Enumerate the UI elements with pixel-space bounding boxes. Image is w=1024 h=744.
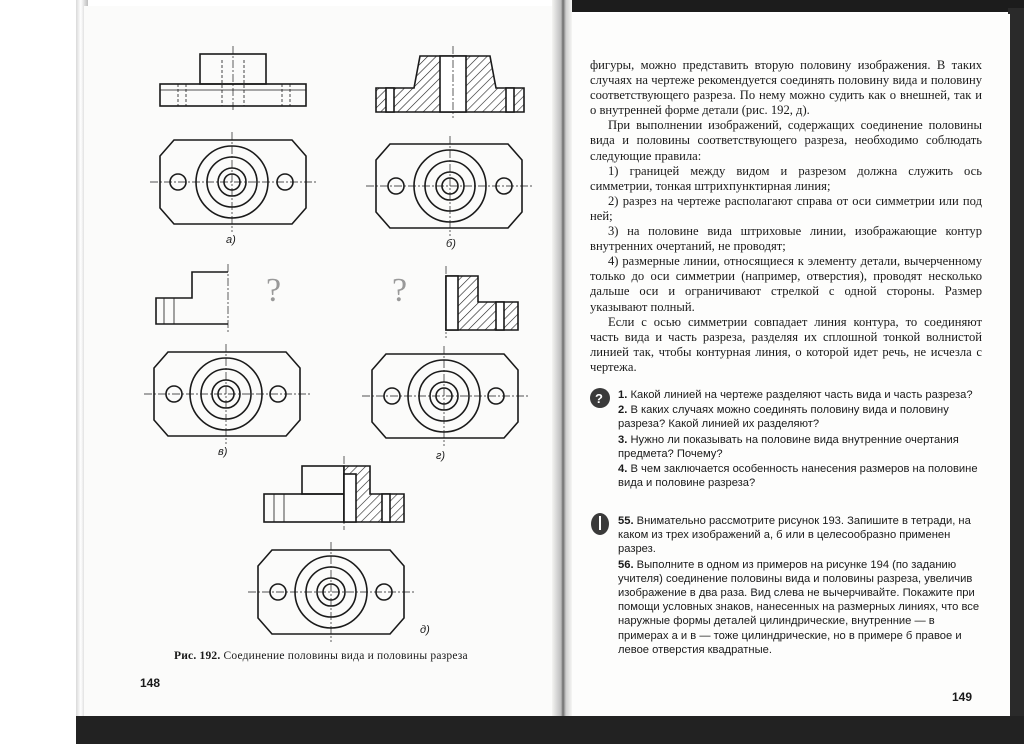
tasks-list — [618, 514, 980, 658]
figure-v-front-view — [156, 264, 228, 332]
page-number-right: 149 — [952, 690, 973, 704]
question-text: Нужно ли показывать на половине вида внутренние очертания предмета? Почему? — [618, 433, 959, 460]
task-number: 55. — [618, 515, 634, 527]
rule-item: 1) границей между видом и разрезом должна служить ось симметрии, тонкая штрихпунктирная линия; — [590, 163, 982, 193]
figure-label-a: а) — [226, 234, 236, 246]
question-item — [618, 388, 980, 402]
task-icon — [591, 513, 609, 535]
caption-text: Соединение половины вида и половины разреза — [223, 650, 468, 662]
svg-text:?: ? — [595, 391, 603, 406]
figure-label-d: д) — [420, 624, 430, 636]
body-text — [590, 58, 982, 375]
question-text: В чем заключается особенность нанесения размеров на половине вида и половине разреза? — [618, 463, 978, 490]
question-number: 4. — [618, 463, 628, 476]
figure-a-front-view — [160, 46, 306, 112]
question-item — [618, 433, 980, 461]
figure-g-top-view — [362, 346, 528, 446]
task-text: Выполните в одном из примеров на рисунке 194 (по заданию учителя) соединение половины вида и половины разреза, увеличив изображение в два раза. Вид слева не вычерчивайте. Покажите при помощи условных знаков, нанесенных на размерных линиях, что все наружные формы деталей цилиндрические, внутренние — в примерах а и в — тоже цилиндрические, но в примере б правое и левое отверстия квадратные. — [618, 558, 980, 656]
figure-d-front-view — [264, 456, 404, 530]
paragraph: фигуры, можно представить вторую половину изображения. В таких случаях на чертеже рекомендуется соединять половину вида и половину соответствующего разреза. По нему можно судить как о внешней, так и о внутренней форме детали (рис. 192, д). — [590, 58, 982, 118]
question-item — [618, 403, 980, 431]
paragraph: Если с осью симметрии совпадает линия контура, то соединяют часть вида и часть разреза, разделяя их сплошной тонкой волнистой линией так, чтобы контурная линия, о которой идет речь, не исчезла с чертежа. — [590, 314, 982, 374]
rule-item: 2) разрез на чертеже располагают справа от оси симметрии или под ней; — [590, 193, 982, 223]
question-number: 3. — [618, 433, 628, 446]
figure-label-g: г) — [436, 450, 446, 462]
question-text: В каких случаях можно соединять половину вида и половину разреза? Какой линией их разделяют? — [618, 404, 949, 431]
caption-number: Рис. 192. — [174, 650, 221, 662]
task-number: 56. — [618, 558, 634, 571]
figure-label-b: б) — [446, 238, 456, 250]
figure-b-top-view — [366, 136, 532, 236]
rule-item: 3) на половине вида штриховые линии, изображающие контур внутренних очертаний, не проводят; — [590, 224, 982, 254]
page-number-left: 148 — [140, 676, 161, 690]
figure-caption — [174, 650, 468, 662]
figure-v-top-view — [144, 344, 310, 444]
task-item — [618, 558, 980, 657]
figure-d-top-view — [248, 542, 414, 642]
question-number: 1. — [618, 389, 628, 401]
question-mark-v: ? — [266, 272, 282, 309]
figure-g-front-view — [446, 266, 518, 338]
question-icon — [590, 388, 610, 408]
question-number: 2. — [618, 404, 628, 417]
figure-a-top-view — [150, 132, 316, 232]
paragraph: При выполнении изображений, содержащих соединение половины вида и половины соответствующего разреза, необходимо соблюдать следующие правила: — [590, 118, 982, 163]
rule-item: 4) размерные линии, относящиеся к элементу детали, вычерченному только до оси симметрии (например, отверстия), проводят несколько дальше оси и ограничивают стрелкой с одной стороны. Размер указывают полный. — [590, 254, 982, 314]
question-text: Какой линией на чертеже разделяют часть вида и часть разреза? — [630, 389, 973, 401]
figure-label-v: в) — [218, 446, 228, 458]
task-text: Внимательно рассмотрите рисунок 193. Запишите в тетради, на каком из трех изображений а, б или в целесообразно применен разрез. — [618, 515, 971, 556]
question-item — [618, 462, 980, 490]
task-item — [618, 514, 980, 557]
questions-list — [618, 388, 980, 491]
question-mark-g: ? — [392, 272, 408, 309]
figure-b-front-view — [376, 46, 524, 118]
